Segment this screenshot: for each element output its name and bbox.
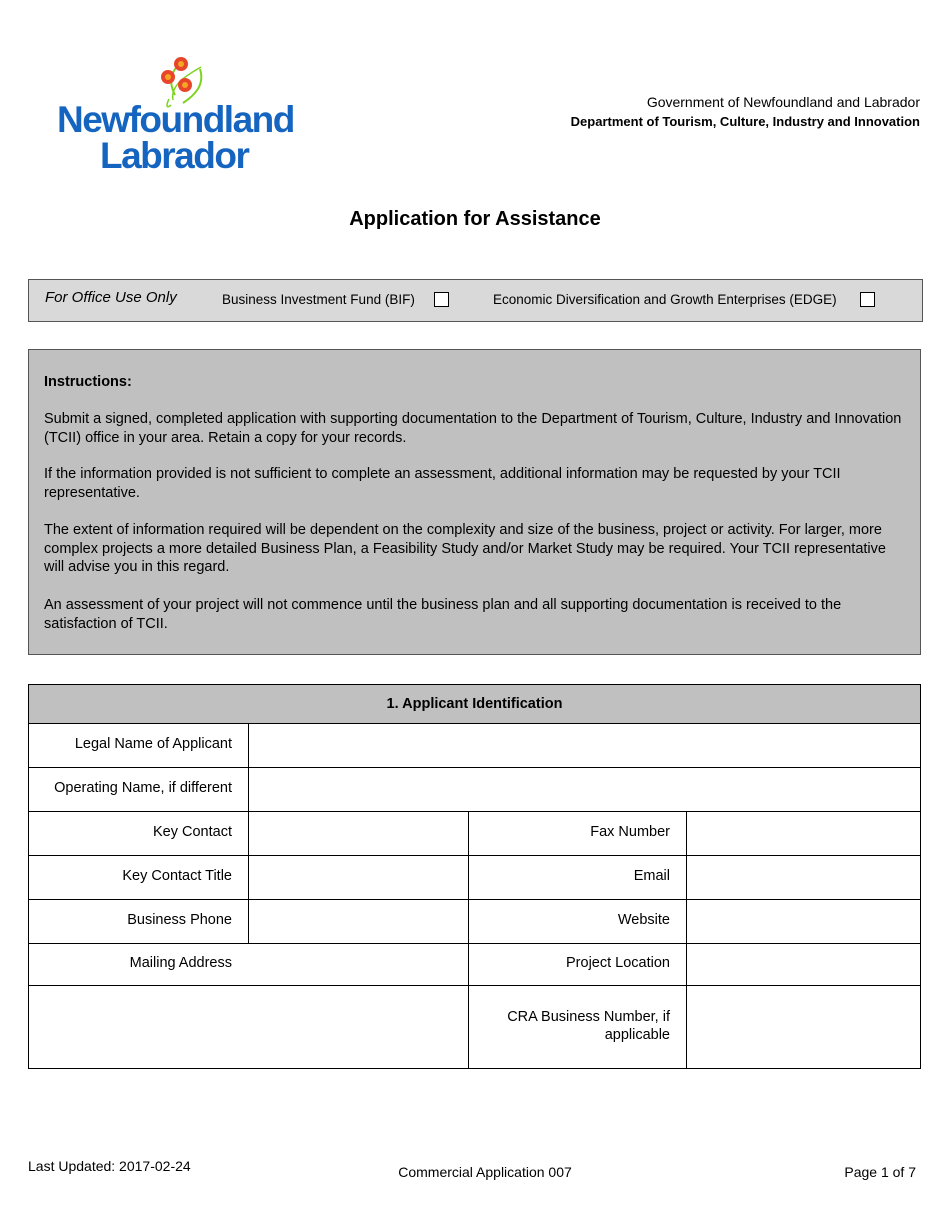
cra-business-number-label: CRA Business Number, if applicable [507,1009,670,1043]
project-location-label: Project Location [566,955,670,971]
form-identifier: Commercial Application 007 [398,1164,572,1180]
last-updated: Last Updated: 2017-02-24 [28,1158,191,1174]
government-name: Government of Newfoundland and Labrador [646,94,920,110]
project-location-field[interactable] [687,944,920,985]
bif-checkbox[interactable] [434,292,449,307]
website-label: Website [617,912,670,928]
legal-name-label: Legal Name of Applicant [74,736,232,752]
website-field[interactable] [687,900,920,943]
business-phone-label: Business Phone [127,912,232,928]
logo-text-labrador: Labrador [100,135,249,176]
newfoundland-labrador-logo [55,55,300,180]
instruction-paragraph: If the information provided is not sufficient to complete an assessment, additional information may be requested by your TCII representative. [44,466,841,501]
key-contact-label: Key Contact [153,824,232,840]
edge-option-label: Economic Diversification and Growth Enterprises (EDGE) [493,292,837,307]
fax-number-label: Fax Number [590,824,670,840]
key-contact-field[interactable] [249,812,468,855]
government-header [571,93,920,131]
pitcher-plant-logo-icon [55,55,300,180]
mailing-address-label: Mailing Address [129,955,232,971]
email-field[interactable] [687,856,920,899]
department-name: Department of Tourism, Culture, Industry and Innovation [570,114,920,129]
cra-business-number-field[interactable] [687,986,920,1068]
email-label: Email [633,868,670,884]
instruction-paragraph: Submit a signed, completed application with supporting documentation to the Department of Tourism, Culture, Industry and Innovation (TCII) office in your area. Retain a copy for your records. [44,411,902,446]
logo-text-newfoundland: Newfoundland [57,99,294,140]
section-header: 1. Applicant Identification [29,685,920,724]
edge-checkbox[interactable] [860,292,875,307]
legal-name-field[interactable] [249,724,920,767]
office-use-label: For Office Use Only [45,289,177,306]
instruction-paragraph: The extent of information required will be dependent on the complexity and size of the business, project or activity. For larger, more complex projects a more detailed Business Plan, a Feasibility Study and/or Market Study may be required. Your TCII representative will advise you in this regard. [44,522,886,575]
key-contact-title-field[interactable] [249,856,468,899]
instructions-panel [28,349,921,655]
operating-name-field[interactable] [249,768,920,811]
instructions-heading: Instructions: [44,374,132,390]
document-title: Application for Assistance [349,208,601,230]
business-phone-field[interactable] [249,900,468,943]
key-contact-title-label: Key Contact Title [122,868,232,884]
office-use-box [28,279,923,322]
operating-name-label: Operating Name, if different [54,780,232,796]
page-number: Page 1 of 7 [844,1164,916,1180]
bif-option-label: Business Investment Fund (BIF) [222,292,415,307]
applicant-identification-form [28,684,921,1069]
fax-number-field[interactable] [687,812,920,855]
instruction-paragraph: An assessment of your project will not commence until the business plan and all supporting documentation is received to the satisfaction of TCII. [44,597,842,632]
mailing-address-field[interactable] [29,986,468,1068]
